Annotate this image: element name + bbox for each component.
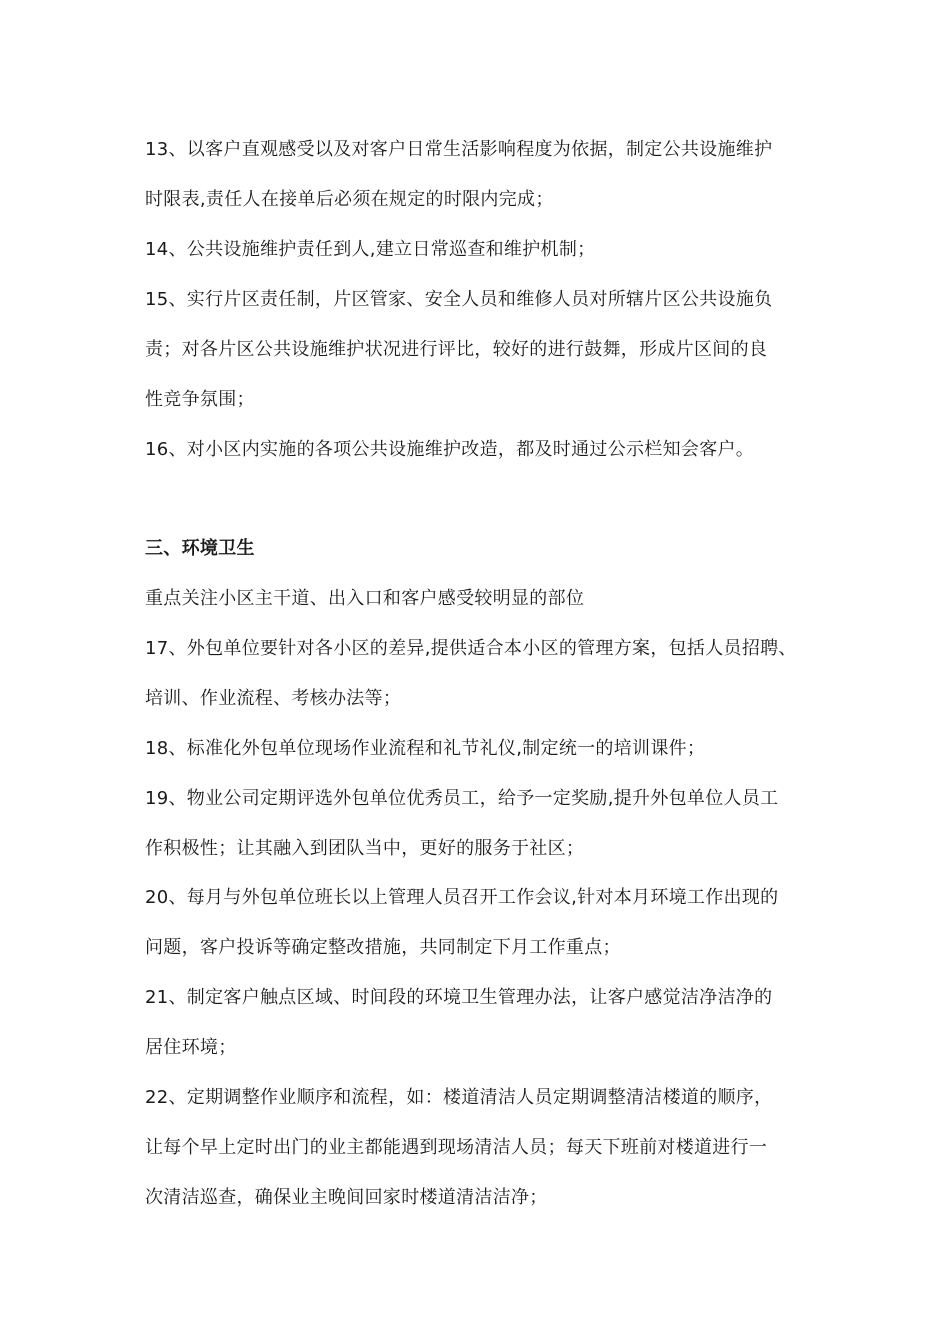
item-16-line-1: 16、对小区内实施的各项公共设施维护改造，都及时通过公示栏知会客户。: [145, 439, 755, 460]
item-22-line-1: 22、定期调整作业顺序和流程，如：楼道清洁人员定期调整清洁楼道的顺序，: [145, 1087, 773, 1108]
item-20-line-2: 问题，客户投诉等确定整改措施，共同制定下月工作重点；: [145, 937, 621, 958]
item-19-line-1: 19、物业公司定期评选外包单位优秀员工，给予一定奖励,提升外包单位人员工: [145, 788, 779, 809]
item-22-line-2: 让每个早上定时出门的业主都能遇到现场清洁人员；每天下班前对楼道进行一: [145, 1137, 768, 1158]
item-15-line-3: 性竞争氛围；: [145, 389, 255, 410]
section-intro: 重点关注小区主干道、出入口和客户感受较明显的部位: [145, 588, 585, 609]
item-19-line-2: 作积极性；让其融入到团队当中，更好的服务于社区；: [145, 838, 585, 859]
item-17-line-2: 培训、作业流程、考核办法等；: [145, 688, 402, 709]
item-13-line-1: 13、以客户直观感受以及对客户日常生活影响程度为依据，制定公共设施维护: [145, 139, 773, 160]
item-20-line-1: 20、每月与外包单位班长以上管理人员召开工作会议,针对本月环境工作出现的: [145, 887, 779, 908]
item-22-line-3: 次清洁巡查，确保业主晚间回家时楼道清洁洁净；: [145, 1187, 548, 1208]
item-15-line-1: 15、实行片区责任制，片区管家、安全人员和维修人员对所辖片区公共设施负: [145, 289, 773, 310]
item-21-line-2: 居住环境；: [145, 1037, 237, 1058]
section-heading: 三、环境卫生: [145, 538, 255, 559]
item-21-line-1: 21、制定客户触点区域、时间段的环境卫生管理办法，让客户感觉洁净洁净的: [145, 987, 773, 1008]
item-18-line-1: 18、标准化外包单位现场作业流程和礼节礼仪,制定统一的培训课件；: [145, 738, 706, 759]
item-15-line-2: 责；对各片区公共设施维护状况进行评比，较好的进行鼓舞，形成片区间的良: [145, 339, 768, 360]
item-14-line-1: 14、公共设施维护责任到人,建立日常巡查和维护机制；: [145, 239, 596, 260]
item-17-line-1: 17、外包单位要针对各小区的差异,提供适合本小区的管理方案，包括人员招聘、: [145, 638, 797, 659]
item-13-line-2: 时限表,责任人在接单后必须在规定的时限内完成；: [145, 189, 554, 210]
